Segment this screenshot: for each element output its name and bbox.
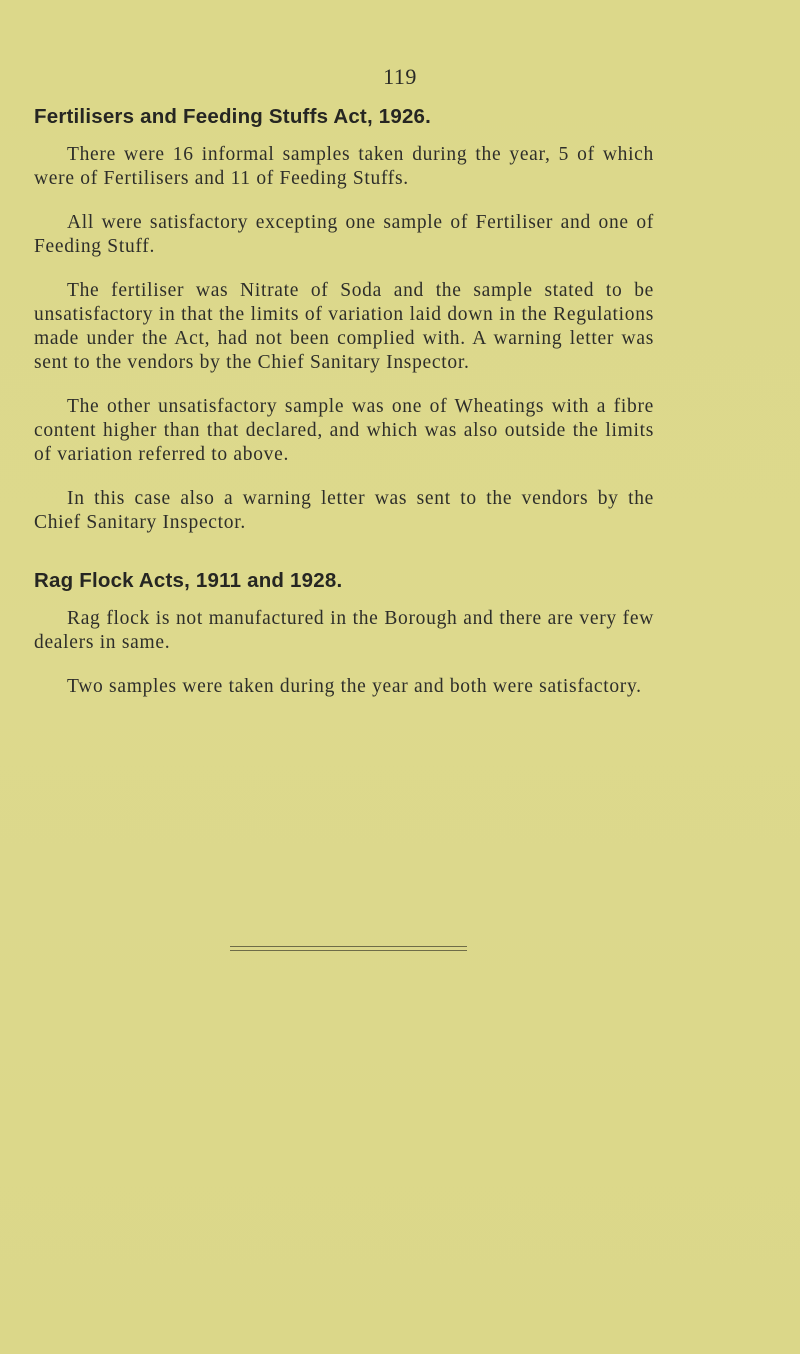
paragraph: All were satisfactory excepting one sample of Fertiliser and one of Feeding Stuff. bbox=[34, 212, 654, 257]
paragraph: In this case also a warning letter was sent to the vendors by the Chief Sanitary Inspector. bbox=[34, 488, 654, 533]
section-fertilisers-feeding-stuffs bbox=[34, 105, 654, 535]
paragraph: Rag flock is not manufactured in the Borough and there are very few dealers in same. bbox=[34, 608, 654, 653]
page-number: 119 bbox=[383, 64, 417, 89]
page-content bbox=[34, 105, 654, 719]
paragraph: Two samples were taken during the year and both were satisfactory. bbox=[67, 676, 642, 697]
end-divider-line bbox=[230, 946, 467, 947]
end-divider-line bbox=[230, 950, 467, 951]
section-heading-rag-flock: Rag Flock Acts, 1911 and 1928. bbox=[34, 569, 343, 592]
section-rag-flock bbox=[34, 569, 654, 699]
paragraph: The fertiliser was Nitrate of Soda and the sample stated to be unsatisfactory in that the limits of variation laid down in the Regulations made under the Act, had not been complied with. A warning letter was sent to the vendors by the Chief Sanitary Inspector. bbox=[34, 280, 654, 373]
paragraph: There were 16 informal samples taken during the year, 5 of which were of Fertilisers and 11 of Feeding Stuffs. bbox=[34, 144, 654, 189]
section-heading-fertilisers: Fertilisers and Feeding Stuffs Act, 1926. bbox=[34, 105, 432, 128]
paragraph: The other unsatisfactory sample was one of Wheatings with a fibre content higher than that declared, and which was also outside the limits of variation referred to above. bbox=[34, 396, 654, 465]
